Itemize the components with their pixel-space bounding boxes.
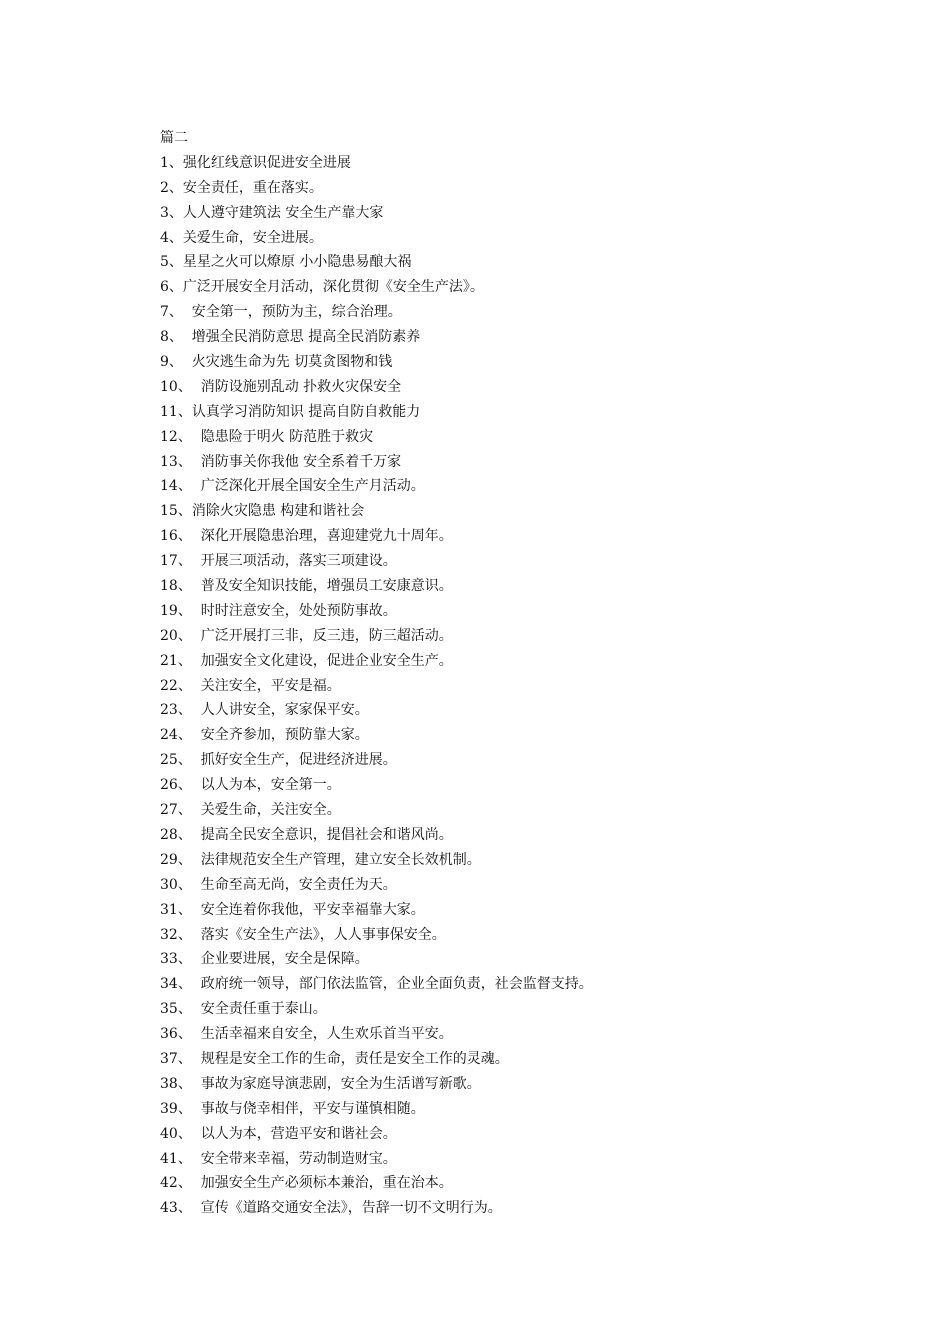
list-item: 12、 隐患险于明火 防范胜于救灾 [160, 428, 374, 445]
list-item: 33、 企业要进展，安全是保障。 [160, 951, 369, 968]
list-item: 36、 生活幸福来自安全，人生欢乐首当平安。 [160, 1026, 453, 1043]
list-item: 38、 事故为家庭导演悲剧，安全为生活谱写新歌。 [160, 1075, 481, 1092]
section-heading: 篇二 [160, 130, 188, 146]
list-item: 42、 加强安全生产必须标本兼治，重在治本。 [160, 1175, 453, 1192]
list-item: 13、 消防事关你我他 安全系着千万家 [160, 453, 402, 470]
list-item: 4、关爱生命，安全进展。 [160, 229, 323, 246]
list-item: 16、 深化开展隐患治理，喜迎建党九十周年。 [160, 528, 453, 545]
list-item: 11、认真学习消防知识 提高自防自救能力 [160, 403, 421, 420]
list-item: 14、 广泛深化开展全国安全生产月活动。 [160, 478, 425, 495]
list-item: 28、 提高全民安全意识，提倡社会和谐风尚。 [160, 826, 453, 843]
list-item: 9、 火灾逃生命为先 切莫贪图物和钱 [160, 354, 393, 371]
list-item: 3、人人遵守建筑法 安全生产靠大家 [160, 204, 384, 221]
list-item: 29、 法律规范安全生产管理，建立安全长效机制。 [160, 851, 481, 868]
list-item: 18、 普及安全知识技能，增强员工安康意识。 [160, 578, 453, 595]
list-item: 1、强化红线意识促进安全进展 [160, 154, 351, 171]
list-item: 37、 规程是安全工作的生命，责任是安全工作的灵魂。 [160, 1050, 509, 1067]
list-item: 35、 安全责任重于泰山。 [160, 1001, 327, 1018]
list-item: 10、 消防设施别乱动 扑救火灾保安全 [160, 378, 402, 395]
list-item: 40、 以人为本，营造平安和谐社会。 [160, 1125, 397, 1142]
list-item: 20、 广泛开展打三非，反三违，防三超活动。 [160, 627, 453, 644]
list-item: 8、 增强全民消防意思 提高全民消防素养 [160, 329, 421, 346]
list-item: 31、 安全连着你我他，平安幸福靠大家。 [160, 901, 425, 918]
list-item: 22、 关注安全，平安是福。 [160, 677, 341, 694]
list-item: 7、 安全第一，预防为主，综合治理。 [160, 304, 402, 321]
list-item: 41、 安全带来幸福，劳动制造财宝。 [160, 1150, 397, 1167]
list-item: 30、 生命至高无尚，安全责任为天。 [160, 876, 397, 893]
list-item: 26、 以人为本，安全第一。 [160, 777, 341, 794]
list-item: 2、安全责任，重在落实。 [160, 179, 323, 196]
list-item: 19、 时时注意安全，处处预防事故。 [160, 602, 397, 619]
list-item: 32、 落实《安全生产法》，人人事事保安全。 [160, 926, 446, 943]
list-item: 34、 政府统一领导，部门依法监管，企业全面负责，社会监督支持。 [160, 976, 593, 993]
list-item: 23、 人人讲安全，家家保平安。 [160, 702, 369, 719]
list-item: 5、星星之火可以燎原 小小隐患易酿大祸 [160, 254, 412, 271]
list-item: 27、 关爱生命，关注安全。 [160, 802, 341, 819]
list-item: 17、 开展三项活动，落实三项建设。 [160, 553, 397, 570]
list-item: 21、 加强安全文化建设，促进企业安全生产。 [160, 652, 453, 669]
list-item: 43、 宣传《道路交通安全法》，告辞一切不文明行为。 [160, 1200, 502, 1217]
list-item: 6、广泛开展安全月活动，深化贯彻《安全生产法》。 [160, 279, 484, 296]
list-item: 39、 事故与侥幸相伴，平安与谨慎相随。 [160, 1100, 425, 1117]
slogan-list [160, 126, 920, 1221]
list-item: 24、 安全齐参加，预防靠大家。 [160, 727, 369, 744]
list-item: 25、 抓好安全生产，促进经济进展。 [160, 752, 397, 769]
list-item: 15、消除火灾隐患 构建和谐社会 [160, 503, 365, 520]
